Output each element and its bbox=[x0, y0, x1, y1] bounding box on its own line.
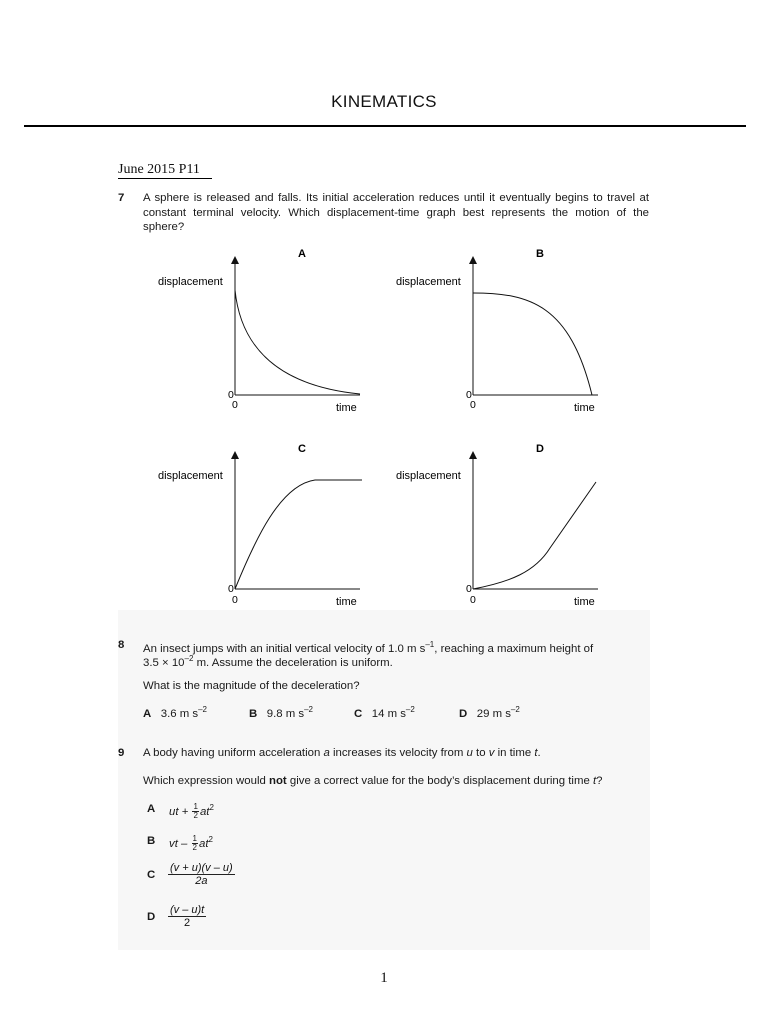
graph-a bbox=[158, 248, 360, 414]
question-8-number: 8 bbox=[118, 639, 125, 651]
question-9-option-c: C bbox=[147, 869, 156, 881]
graph-d bbox=[396, 443, 598, 608]
graph-b-origin-y: 0 bbox=[466, 389, 472, 401]
question-9-option-c-fraction: $\frac{(v + u)(v - u)}{2a}$ bbox=[170, 862, 233, 887]
graph-b-origin-x: 0 bbox=[470, 399, 476, 411]
question-8-option-b: B 9.8 m $s^{-2}$ bbox=[249, 705, 313, 720]
graph-d-letter: D bbox=[536, 443, 544, 455]
question-8-option-c: C 14 m $s^{-2}$ bbox=[354, 705, 415, 720]
graph-d-origin-x: 0 bbox=[470, 594, 476, 606]
graph-c bbox=[158, 443, 362, 608]
graph-c-ylabel: displacement bbox=[158, 470, 223, 482]
question-8-line-2: $3.5 \times 10^{-2}$ m. Assume the deceleration is uniform. bbox=[143, 654, 393, 669]
question-9-option-d: D bbox=[147, 911, 156, 923]
graph-a-origin-x: 0 bbox=[232, 399, 238, 411]
question-8-prompt: What is the magnitude of the deceleration? bbox=[143, 680, 360, 692]
graph-d-origin-y: 0 bbox=[466, 583, 472, 595]
graph-c-origin-y: 0 bbox=[228, 583, 234, 595]
graph-a-curve bbox=[235, 290, 360, 394]
graph-a-xlabel: time bbox=[336, 402, 357, 414]
graph-a-origin-y: 0 bbox=[228, 389, 234, 401]
graph-b-xlabel: time bbox=[574, 402, 595, 414]
graph-c-xlabel: time bbox=[336, 596, 357, 608]
graph-c-letter: C bbox=[298, 443, 306, 455]
question-7-text: A sphere is released and falls. Its initial acceleration reduces until it eventually begins to travel at constant terminal velocity. Which displacement-time graph best represents the motion of the sphere? bbox=[143, 192, 649, 233]
paper-reference: June 2015 P11 bbox=[118, 161, 212, 179]
graph-b bbox=[396, 248, 598, 414]
question-9-option-a: A ut + $\frac{1}{2}$ $at^2$ bbox=[147, 802, 214, 821]
graph-b-ylabel: displacement bbox=[396, 276, 461, 288]
graph-c-curve bbox=[235, 480, 362, 589]
graph-b-letter: B bbox=[536, 248, 544, 260]
page-title: KINEMATICS bbox=[331, 92, 437, 111]
question-9-option-d-fraction: $\frac{(v - u)t}{2}$ bbox=[170, 904, 205, 929]
graph-c-origin-x: 0 bbox=[232, 594, 238, 606]
graph-d-xlabel: time bbox=[574, 596, 595, 608]
question-8-option-a: A 3.6 m $s^{-2}$ bbox=[143, 705, 207, 720]
graph-b-curve bbox=[473, 293, 592, 395]
graph-a-letter: A bbox=[298, 248, 306, 260]
question-9-option-b: B vt – $\frac{1}{2}$ $at^2$ bbox=[147, 834, 213, 853]
page-number: 1 bbox=[380, 970, 388, 986]
graph-d-ylabel: displacement bbox=[396, 470, 461, 482]
question-9-line-1: A body having uniform acceleration a increases its velocity from u to v in time t. bbox=[143, 747, 541, 759]
graph-d-curve bbox=[473, 482, 596, 589]
question-9-prompt: Which expression would not give a correct value for the body’s displacement during time t? bbox=[143, 775, 603, 787]
question-7-number: 7 bbox=[118, 192, 125, 204]
graph-a-ylabel: displacement bbox=[158, 276, 223, 288]
question-8-option-d: D 29 m $s^{-2}$ bbox=[459, 705, 520, 720]
question-8-line-1: An insect jumps with an initial vertical velocity of 1.0 m $s^{-1}$, reaching a maximum height of bbox=[143, 640, 594, 655]
question-9-number: 9 bbox=[118, 747, 125, 759]
